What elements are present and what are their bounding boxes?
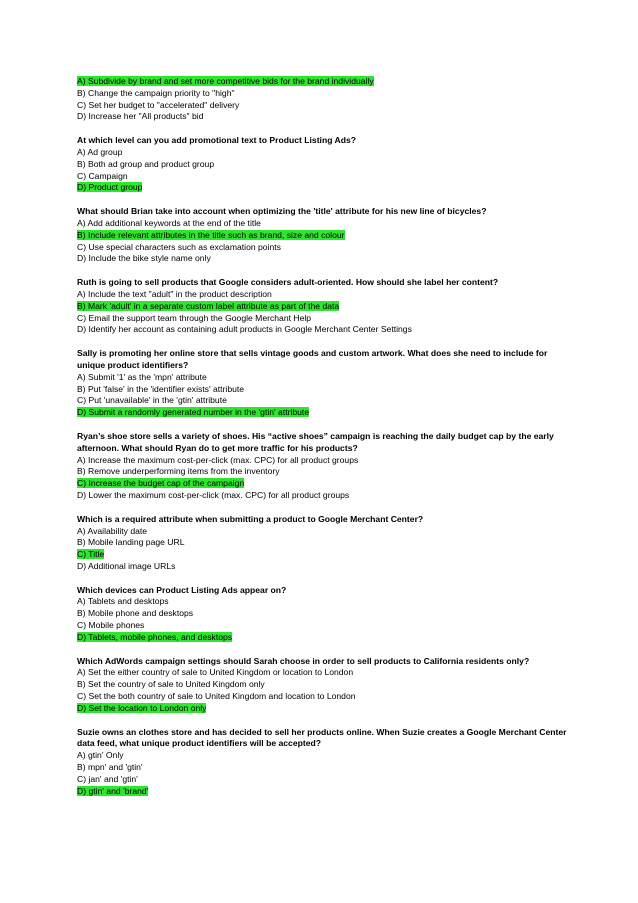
option-text: A) Set the either country of sale to United Kingdom or location to London [77,667,354,678]
question-block [77,135,567,194]
option-text: B) Both ad group and product group [77,158,215,169]
option-line [77,526,567,538]
option-line [77,242,567,254]
question-text: Ryan’s shoe store sells a variety of shoes. His “active shoes” campaign is reaching the daily budget cap by the early afternoon. What should Ryan do to get more traffic for his products? [77,430,554,453]
option-text: C) Set her budget to "accelerated" delivery [77,99,240,110]
option-line [77,253,567,265]
option-text: A) Increase the maximum cost-per-click (max. CPC) for all product groups [77,454,359,465]
option-line [77,88,567,100]
quiz-content [77,76,567,809]
option-line [77,324,567,336]
option-text: B) Set the country of sale to United Kingdom only [77,679,265,690]
option-text: C) Campaign [77,170,128,181]
option-text: D) Lower the maximum cost-per-click (max. CPC) for all product groups [77,489,350,500]
option-line [77,289,567,301]
option-line [77,750,567,762]
option-line [77,76,567,88]
option-line [77,301,567,313]
option-text: D) Tablets, mobile phones, and desktops [77,631,233,642]
option-line [77,608,567,620]
option-text: D) Additional image URLs [77,560,176,571]
option-text: C) Mobile phones [77,620,145,631]
option-line [77,182,567,194]
option-line [77,230,567,242]
question-text: What should Brian take into account when optimizing the 'title' attribute for his new line of bicycles? [77,206,487,217]
option-text: B) Mark 'adult' in a separate custom label attribute as part of the data [77,300,340,311]
option-text: C) Set the both country of sale to United Kingdom and location to London [77,691,356,702]
option-text: A) Tablets and desktops [77,596,169,607]
option-text: A) Availability date [77,525,148,536]
question-block [77,656,567,715]
option-line [77,100,567,112]
option-line [77,147,567,159]
option-line [77,620,567,632]
option-line [77,667,567,679]
question-block [77,585,567,644]
option-line [77,478,567,490]
option-text: D) Set the location to London only [77,702,207,713]
option-text: B) Put 'false' in the 'identifier exists' attribute [77,383,245,394]
option-line [77,384,567,396]
option-text: A) Ad group [77,146,123,157]
option-line [77,549,567,561]
option-text: B) Mobile landing page URL [77,537,185,548]
option-line [77,111,567,123]
option-line [77,218,567,230]
option-text: D) Include the bike style name only [77,253,211,264]
option-line [77,490,567,502]
option-line [77,632,567,644]
option-line [77,313,567,325]
question-text: Suzie owns an clothes store and has decided to sell her products online. When Suzie creates a Google Merchant Center data feed, what unique product identifiers will be accepted? [77,726,567,749]
option-text: B) Include relevant attributes in the title such as brand, size and colour [77,229,345,240]
option-line [77,372,567,384]
option-text: D) Product group [77,182,143,193]
option-line [77,561,567,573]
option-text: D) Increase her "All products" bid [77,111,204,122]
option-line [77,159,567,171]
option-line [77,407,567,419]
option-text: D) Identify her account as containing adult products in Google Merchant Center Settings [77,324,412,335]
question-text: Which devices can Product Listing Ads appear on? [77,584,287,595]
option-line [77,466,567,478]
intro-options-block [77,76,567,123]
option-text: D) gtin' and 'brand' [77,785,149,796]
option-text: C) Put 'unavailable' in the 'gtin' attribute [77,395,227,406]
option-line [77,537,567,549]
option-text: A) gtin' Only [77,750,124,761]
option-text: A) Add additional keywords at the end of the title [77,217,261,228]
option-text: B) mpn' and 'gtin' [77,762,143,773]
question-text: Sally is promoting her online store that sells vintage goods and custom artwork. What does she need to include for unique product identifiers? [77,348,548,370]
option-line [77,703,567,715]
option-text: A) Include the text "adult" in the product description [77,288,272,299]
option-line [77,679,567,691]
option-line [77,762,567,774]
option-text: C) Use special characters such as exclamation points [77,241,281,252]
question-block [77,514,567,573]
option-text: C) Title [77,549,105,560]
option-line [77,455,567,467]
option-line [77,691,567,703]
option-text: A) Subdivide by brand and set more competitive bids for the brand individually [77,76,374,86]
option-line [77,171,567,183]
question-block [77,431,567,502]
option-text: D) Submit a randomly generated number in the 'gtin' attribute [77,407,310,418]
option-text: B) Mobile phone and desktops [77,608,194,619]
question-text: Which AdWords campaign settings should Sarah choose in order to sell products to California residents only? [77,655,530,666]
option-text: C) jan' and 'gtin' [77,773,138,784]
option-text: C) Increase the budget cap of the campaign [77,478,245,489]
option-line [77,395,567,407]
question-block [77,277,567,336]
question-block [77,206,567,265]
question-block [77,727,567,798]
option-line [77,786,567,798]
question-text: Ruth is going to sell products that Google considers adult-oriented. How should she label her content? [77,277,499,288]
question-text: Which is a required attribute when submitting a product to Google Merchant Center? [77,513,424,524]
option-line [77,596,567,608]
option-line [77,774,567,786]
option-text: B) Remove underperforming items from the inventory [77,466,280,477]
question-text: At which level can you add promotional text to Product Listing Ads? [77,135,356,146]
option-text: A) Submit '1' as the 'mpn' attribute [77,371,207,382]
question-block [77,348,567,419]
option-text: B) Change the campaign priority to "high" [77,87,235,98]
option-text: C) Email the support team through the Google Merchant Help [77,312,312,323]
